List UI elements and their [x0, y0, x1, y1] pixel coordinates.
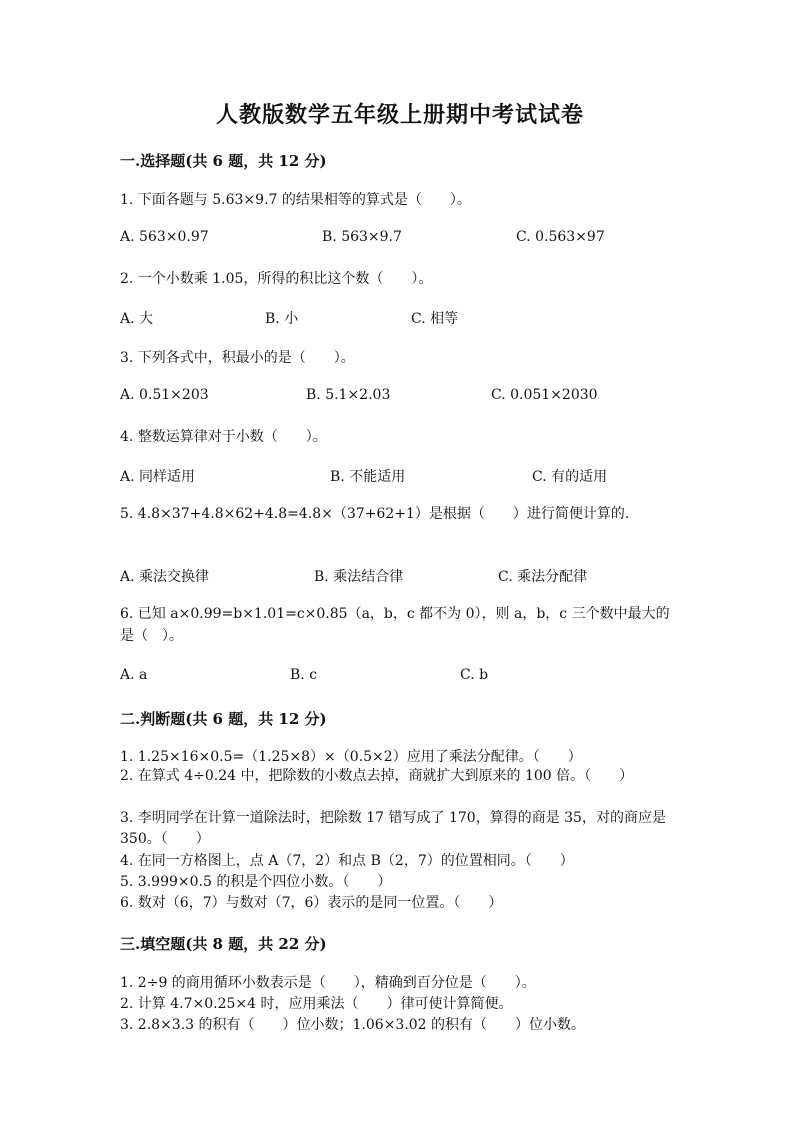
option-b: B. 小 — [265, 311, 299, 327]
option-b: B. 563×9.7 — [322, 229, 402, 245]
question-text: 4. 整数运算律对于小数（ ）。 — [120, 429, 327, 445]
option-c: C. 0.051×2030 — [491, 387, 598, 403]
option-a: A. 大 — [120, 311, 154, 327]
option-b: B. 5.1×2.03 — [306, 387, 391, 403]
option-c: C. 有的适用 — [532, 469, 608, 485]
judgment-item: 1. 1.25×16×0.5=（1.25×8）×（0.5×2）应用了乘法分配律。（ ） — [120, 749, 582, 765]
judgment-item: 4. 在同一方格图上，点 A（7，2）和点 B（2，7）的位置相同。（ ） — [120, 853, 574, 869]
fill-item: 2. 计算 4.7×0.25×4 时，应用乘法（ ）律可使计算简便。 — [120, 996, 513, 1012]
option-a: A. 0.51×203 — [120, 387, 209, 403]
judgment-item: 3. 李明同学在计算一道除法时，把除数 17 错写成了 170，算得的商是 35，对的商应是 350。（ ） — [120, 810, 666, 847]
question-text: 2. 一个小数乘 1.05，所得的积比这个数（ ）。 — [120, 271, 433, 287]
option-a: A. a — [120, 667, 148, 683]
option-a: A. 同样适用 — [120, 469, 196, 485]
section-heading-fill: 三.填空题(共 8 题，共 22 分) — [120, 935, 327, 953]
judgment-item: 5. 3.999×0.5 的积是个四位小数。（ ） — [120, 874, 392, 890]
judgment-item: 6. 数对（6，7）与数对（7，6）表示的是同一位置。（ ） — [120, 895, 503, 911]
option-a: A. 563×0.97 — [120, 229, 209, 245]
option-a: A. 乘法交换律 — [120, 569, 210, 585]
option-c: C. 0.563×97 — [516, 229, 605, 245]
question-text: 3. 下列各式中，积最小的是（ ）。 — [120, 350, 355, 366]
fill-item: 3. 2.8×3.3 的积有（ ）位小数；1.06×3.02 的积有（ ）位小数。 — [120, 1017, 586, 1033]
question-text: 1. 下面各题与 5.63×9.7 的结果相等的算式是（ ）。 — [120, 192, 471, 208]
judgment-item: 2. 在算式 4÷0.24 中，把除数的小数点去掉，商就扩大到原来的 100 倍。（ ） — [120, 768, 634, 784]
fill-item: 1. 2÷9 的商用循环小数表示是（ ），精确到百分位是（ ）。 — [120, 975, 536, 991]
section-heading-choice: 一.选择题(共 6 题，共 12 分) — [120, 152, 327, 170]
question-text: 5. 4.8×37+4.8×62+4.8=4.8×（37+62+1）是根据（ ）进行简便计算的. — [120, 506, 630, 522]
option-c: C. 相等 — [411, 311, 459, 327]
option-b: B. 乘法结合律 — [314, 569, 404, 585]
page-title: 人教版数学五年级上册期中考试试卷 — [215, 102, 584, 128]
question-text: 6. 已知 a×0.99=b×1.01=c×0.85（a，b，c 都不为 0），则 a，b，c 三个数中最大的是（ ）。 — [120, 606, 670, 644]
option-b: B. c — [290, 667, 318, 683]
option-c: C. 乘法分配律 — [498, 569, 588, 585]
section-heading-judgment: 二.判断题(共 6 题，共 12 分) — [120, 710, 327, 728]
option-c: C. b — [460, 667, 489, 683]
option-b: B. 不能适用 — [330, 469, 406, 485]
